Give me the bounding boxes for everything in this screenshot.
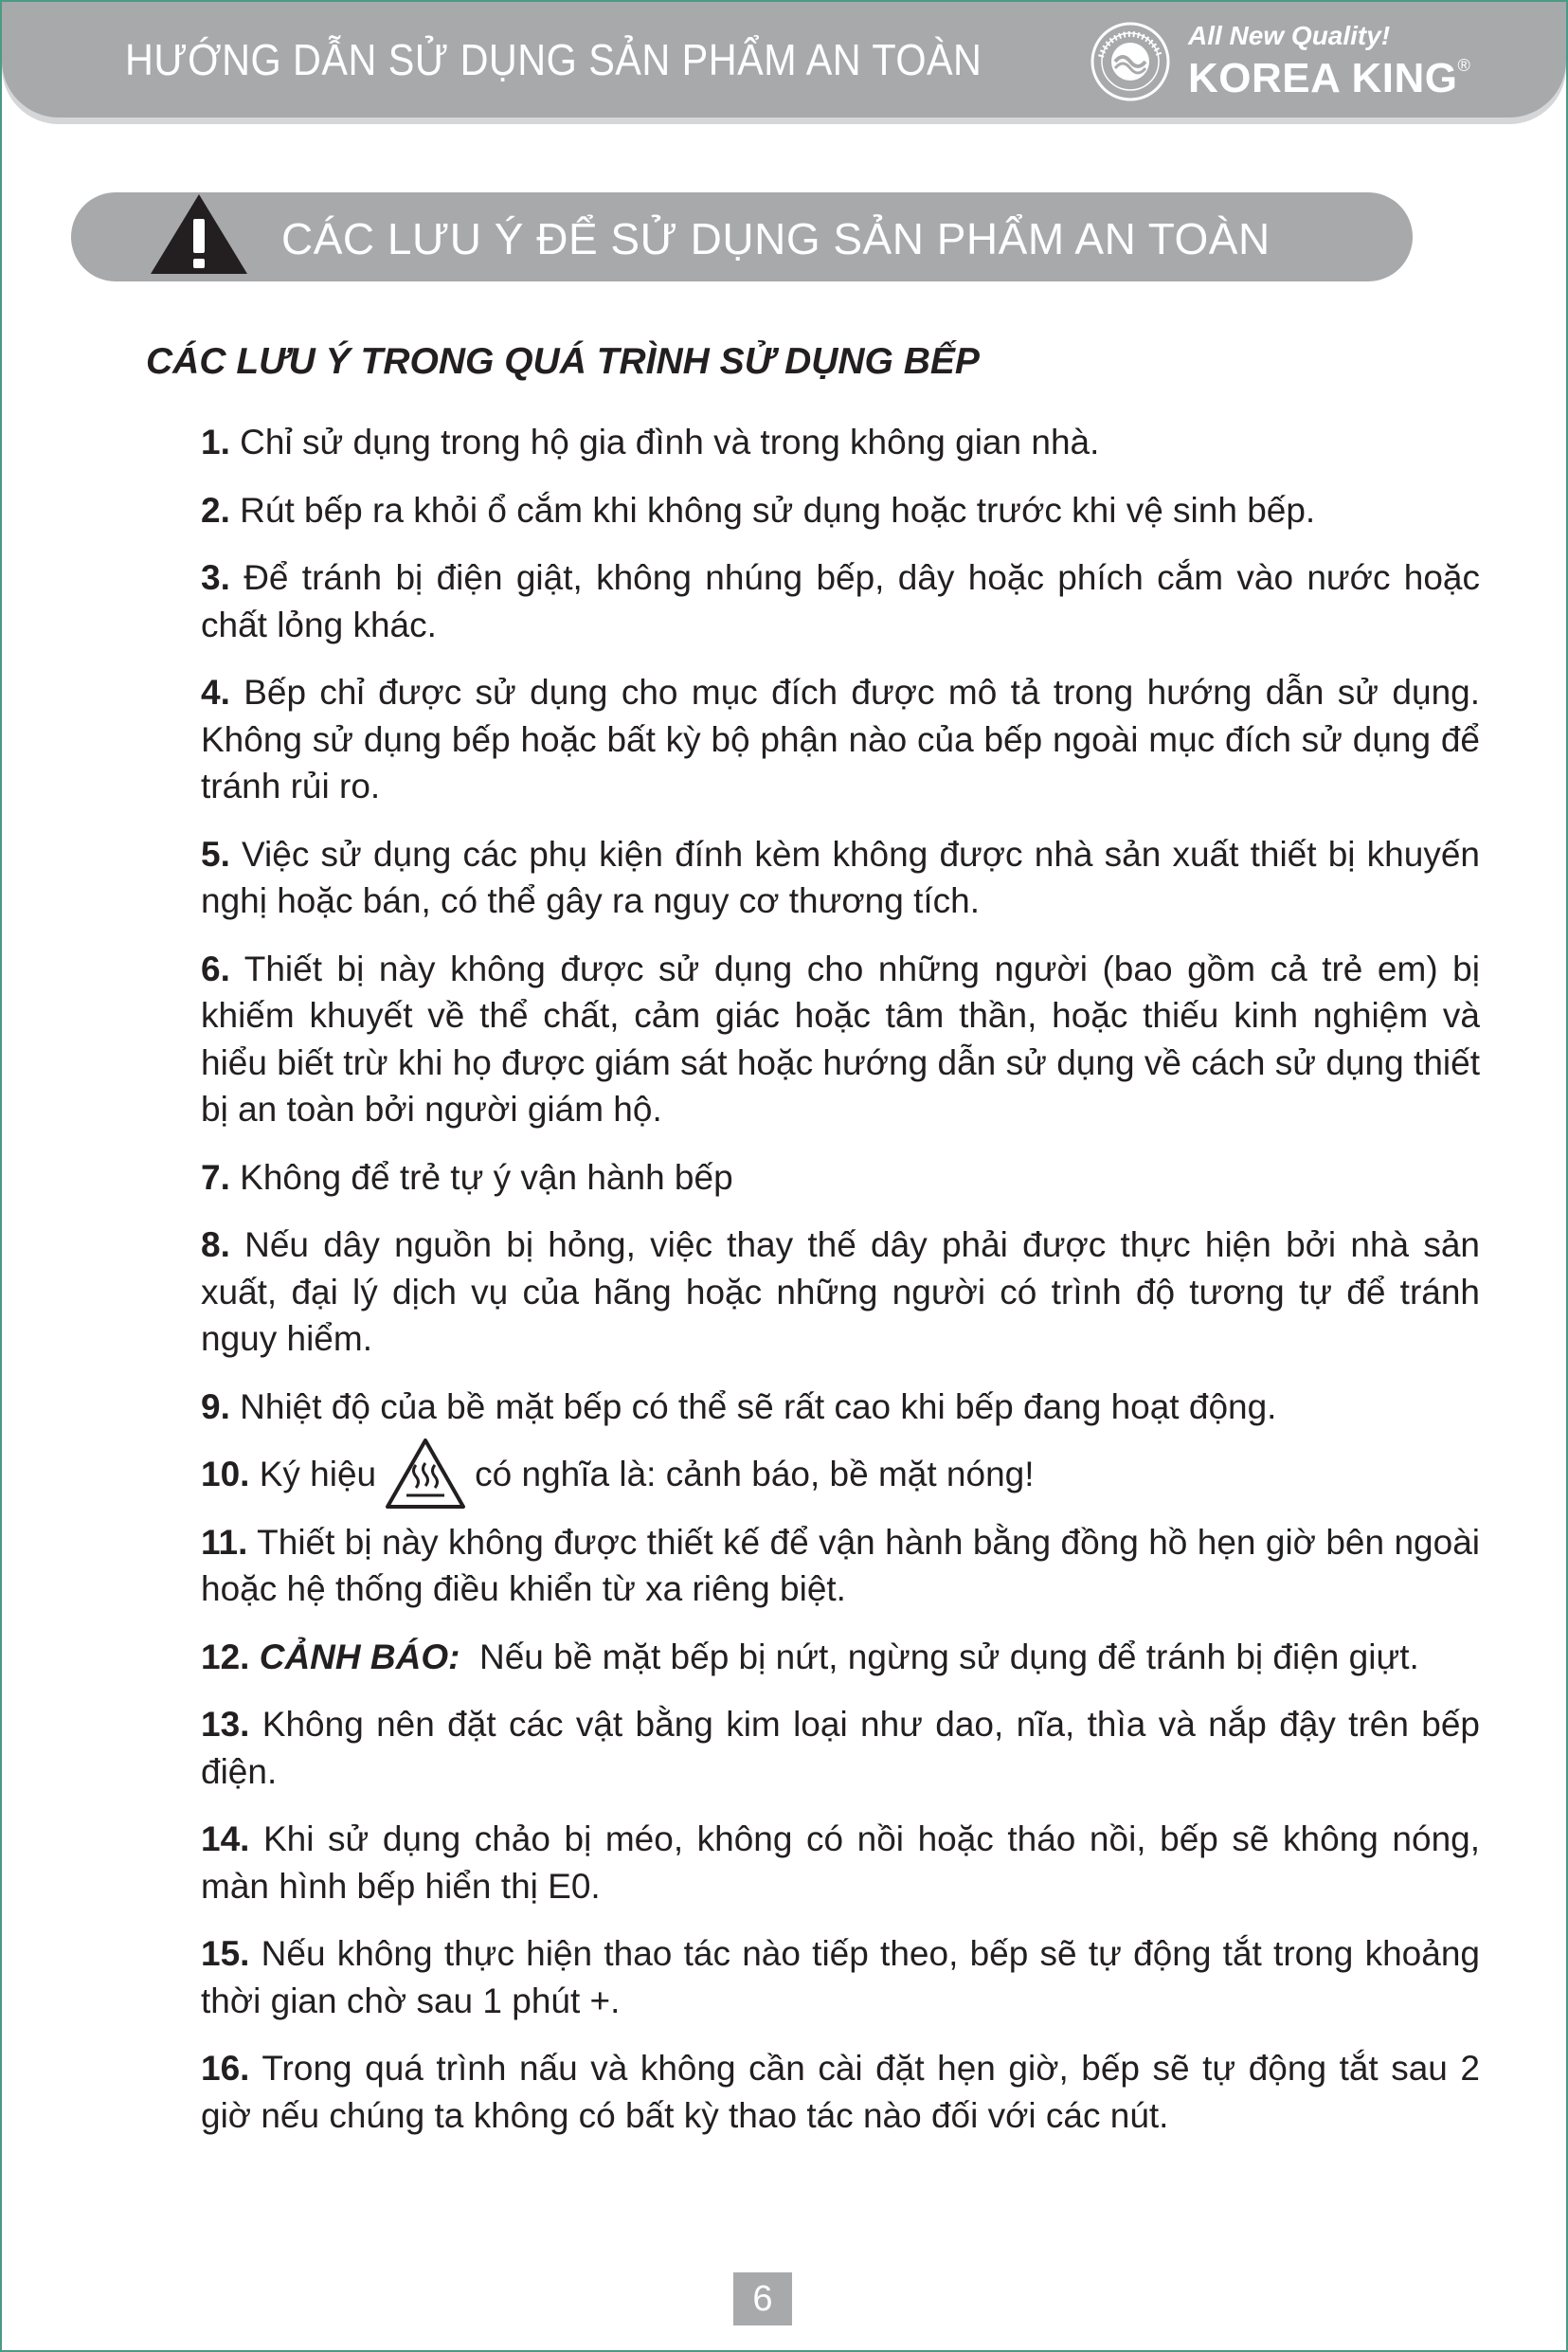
item-number: 9. [201, 1386, 230, 1426]
list-item [201, 554, 1480, 648]
page-header [2, 2, 1566, 118]
item-number: 5. [201, 834, 230, 874]
item-text: Trong quá trình nấu và không cần cài đặt hẹn giờ, bếp sẽ tự động tắt sau 2 giờ nếu chúng ta không có bất kỳ thao tác nào đối với các nút. [201, 2049, 1480, 2135]
item-text-after: có nghĩa là: cảnh báo, bề mặt nóng! [475, 1455, 1035, 1493]
logo-brand [1188, 55, 1470, 102]
safety-notes-list [201, 419, 1480, 2160]
item-text: Chỉ sử dụng trong hộ gia đình và trong không gian nhà. [240, 423, 1100, 461]
list-item [201, 419, 1480, 466]
item-text: Không nên đặt các vật bằng kim loại như dao, nĩa, thìa và nắp đậy trên bếp điện. [201, 1705, 1481, 1791]
section-title: CÁC LƯU Ý ĐỂ SỬ DỤNG SẢN PHẨM AN TOÀN [281, 214, 1271, 263]
warning-label: CẢNH BÁO: [259, 1637, 460, 1676]
list-item [201, 1154, 1480, 1202]
list-item [201, 1221, 1480, 1363]
list-item [201, 487, 1480, 534]
item-text-before: Ký hiệu [259, 1455, 377, 1493]
item-number: 8. [201, 1225, 230, 1264]
item-number: 10. [201, 1455, 250, 1493]
brand-seal-icon [1090, 21, 1171, 102]
item-number: 11. [201, 1522, 248, 1562]
list-item [201, 1451, 1480, 1498]
item-text: Nhiệt độ của bề mặt bếp có thể sẽ rất cao khi bếp đang hoạt động. [240, 1386, 1277, 1426]
item-text: Thiết bị này không được sử dụng cho những người (bao gồm cả trẻ em) bị khiếm khuyết về thể chất, cảm giác hoặc tâm thần, hoặc thiếu kinh nghiệm và hiểu biết trừ khi họ được giám sát hoặc hướng dẫn sử dụng về cách sử dụng thiết bị an toàn bởi người giám hộ. [201, 949, 1480, 1129]
item-number: 13. [201, 1705, 250, 1744]
logo-brand-text: KOREA KING [1188, 55, 1458, 101]
list-item [201, 1519, 1480, 1613]
item-number: 14. [201, 1819, 250, 1858]
item-number: 15. [201, 1934, 250, 1973]
list-item [201, 1816, 1480, 1909]
item-number: 4. [201, 673, 230, 712]
logo-tagline: All New Quality! [1188, 21, 1391, 50]
item-number: 2. [201, 490, 230, 530]
page-number: 6 [733, 2272, 792, 2325]
item-number: 7. [201, 1157, 230, 1197]
registered-mark: ® [1457, 56, 1471, 76]
item-number: 1. [201, 423, 230, 461]
item-text: Không để trẻ tự ý vận hành bếp [240, 1157, 733, 1197]
item-text: Việc sử dụng các phụ kiện đính kèm không được nhà sản xuất thiết bị khuyến nghị hoặc bán, có thể gây ra nguy cơ thương tích. [201, 834, 1480, 920]
warning-triangle-icon [147, 190, 251, 278]
list-item [201, 1701, 1480, 1795]
list-item [201, 946, 1480, 1133]
list-item [201, 1634, 1480, 1681]
item-text: Nếu không thực hiện thao tác nào tiếp theo, bếp sẽ tự động tắt trong khoảng thời gian chờ sau 1 phút +. [201, 1934, 1480, 2020]
item-text: Rút bếp ra khỏi ổ cắm khi không sử dụng hoặc trước khi vệ sinh bếp. [240, 490, 1316, 530]
header-title: HƯỚNG DẪN SỬ DỤNG SẢN PHẨM AN TOÀN [125, 35, 982, 84]
item-number: 16. [201, 2049, 250, 2088]
brand-logo [1090, 17, 1506, 107]
item-number: 6. [201, 949, 230, 988]
list-item [201, 1384, 1480, 1431]
subheading: CÁC LƯU Ý TRONG QUÁ TRÌNH SỬ DỤNG BẾP [146, 341, 980, 382]
item-text: Nếu bề mặt bếp bị nứt, ngừng sử dụng để tránh bị điện giựt. [478, 1637, 1419, 1676]
item-number: 12. [201, 1637, 250, 1676]
item-text: Bếp chỉ được sử dụng cho mục đích được mô tả trong hướng dẫn sử dụng. Không sử dụng bếp hoặc bất kỳ bộ phận nào của bếp ngoài mục đích sử dụng để tránh rủi ro. [201, 673, 1481, 805]
list-item [201, 669, 1480, 810]
item-text: Thiết bị này không được thiết kế để vận hành bằng đồng hồ hẹn giờ bên ngoài hoặc hệ thống điều khiển từ xa riêng biệt. [201, 1522, 1480, 1608]
item-text: Khi sử dụng chảo bị méo, không có nồi hoặc tháo nồi, bếp sẽ không nóng, màn hình bếp hiển thị E0. [201, 1819, 1481, 1906]
hot-surface-warning-icon [384, 1437, 467, 1511]
list-item [201, 2045, 1480, 2139]
section-banner [71, 192, 1413, 281]
item-text: Nếu dây nguồn bị hỏng, việc thay thế dây phải được thực hiện bởi nhà sản xuất, đại lý dịch vụ của hãng hoặc những người có trình độ tương tự để tránh nguy hiểm. [201, 1225, 1481, 1358]
item-number: 3. [201, 558, 230, 597]
item-text: Để tránh bị điện giật, không nhúng bếp, dây hoặc phích cắm vào nước hoặc chất lỏng khác. [201, 558, 1481, 644]
list-item [201, 1930, 1480, 2024]
list-item [201, 831, 1480, 925]
